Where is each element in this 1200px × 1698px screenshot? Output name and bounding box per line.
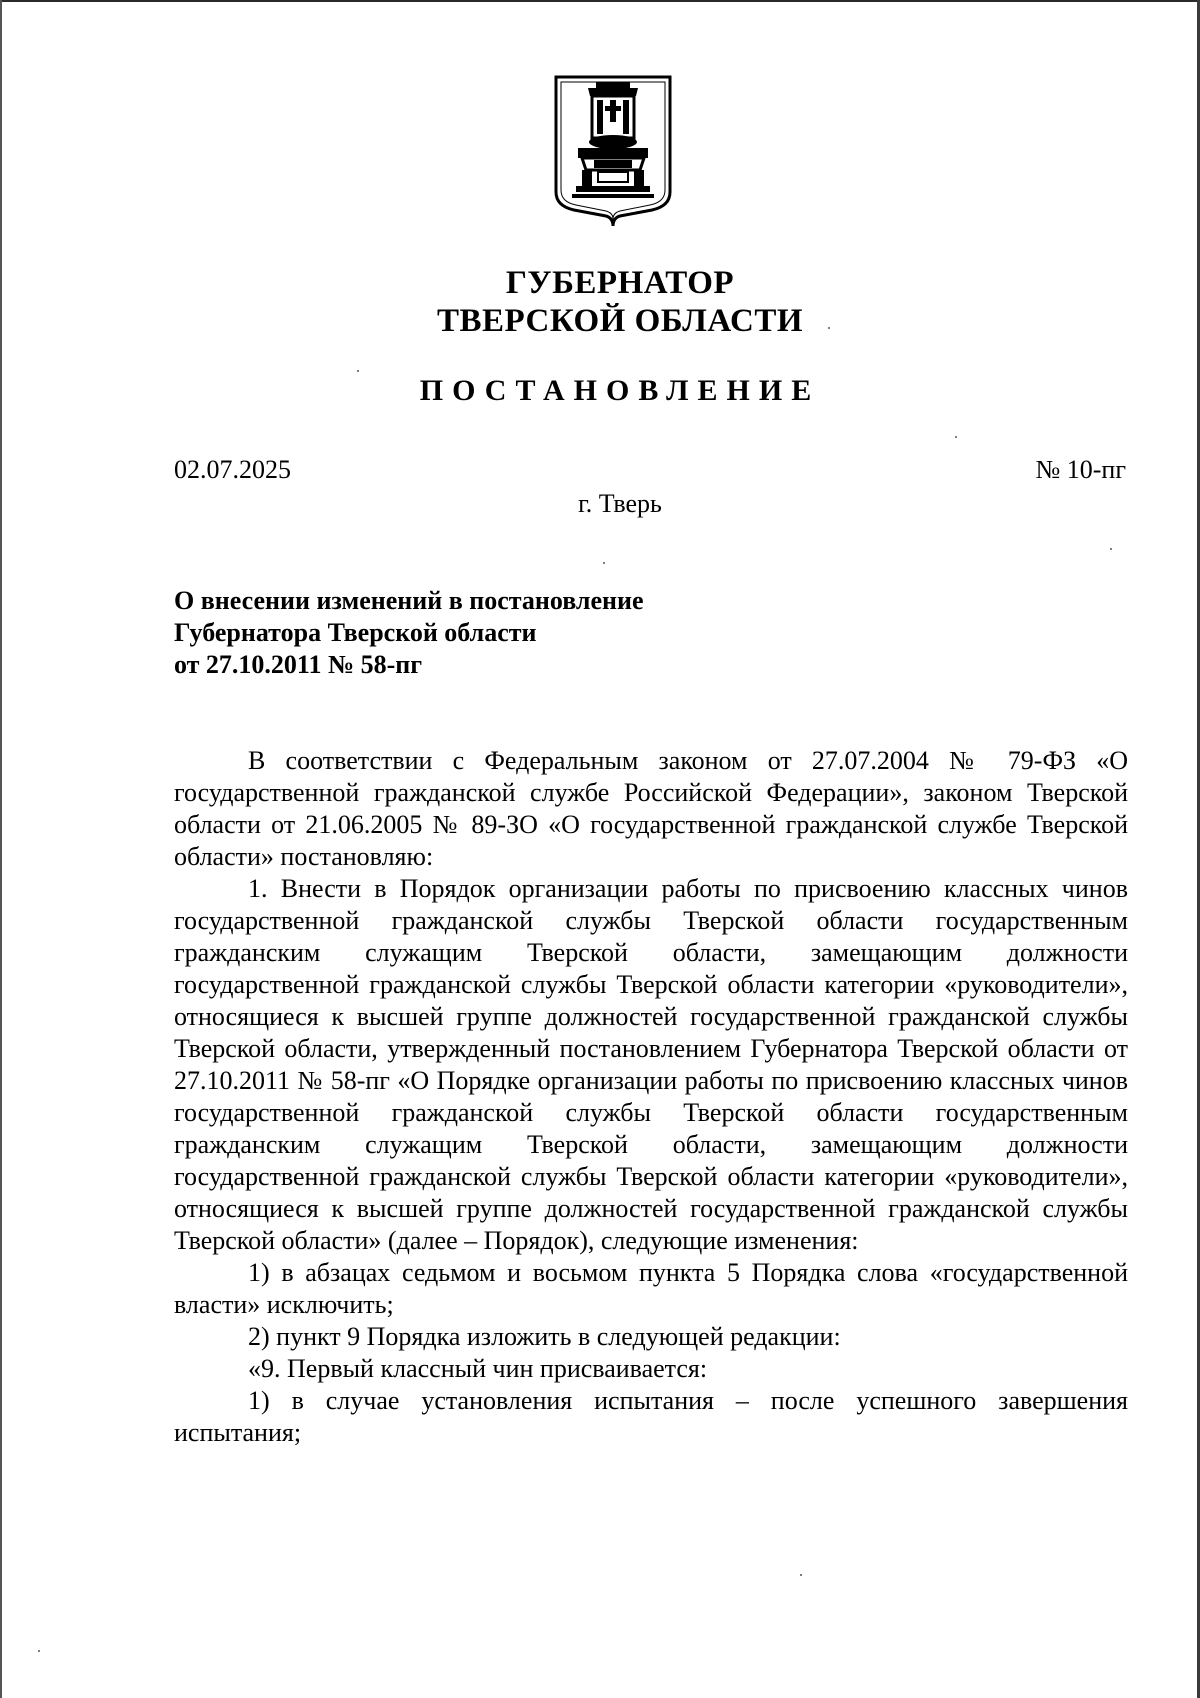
- body-paragraph-item-1: 1. Внести в Порядок организации работы по присвоению классных чинов государственной гражданской службы Тверской области государственным гражданским служащим Тверской области, замещающим должности государственной гражданской службы Тверской области категории «руководители», относящиеся к высшей группе должностей государственной гражданской службы Тверской области, утвержденный постановлением Губернатора Тверской области от 27.10.2011 № 58-пг «О Порядке организации работы по присвоению классных чинов государственной гражданской службы Тверской области государственным гражданским служащим Тверской области, замещающим должности государственной гражданской службы Тверской области категории «руководители», относящиеся к высшей группе должностей государственной гражданской службы Тверской области» (далее – Порядок), следующие изменения:: [174, 874, 1128, 1255]
- subject-line: от 27.10.2011 № 58-пг: [174, 650, 423, 679]
- scan-speck: [828, 327, 830, 329]
- scan-speck: [1110, 548, 1112, 550]
- scan-speck: [955, 436, 957, 438]
- subject-line: О внесении изменений в постановление: [174, 586, 644, 615]
- document-subject: [174, 585, 644, 681]
- scan-speck: [357, 370, 359, 372]
- scan-edge-left: [0, 0, 2, 1698]
- coat-of-arms-icon: [552, 74, 674, 226]
- body-paragraph-quote-9-1: 1) в случае установления испытания – после успешного завершения испытания;: [174, 1386, 1128, 1447]
- document-city: г. Тверь: [578, 489, 662, 518]
- subject-line: Губернатора Тверской области: [174, 618, 537, 647]
- authority-region: ТВЕРСКОЙ ОБЛАСТИ: [436, 303, 804, 339]
- body-paragraph-subitem-1: 1) в абзацах седьмом и восьмом пункта 5 Порядка слова «государственной власти» исключить;: [174, 1258, 1128, 1319]
- scan-edge-top: [0, 0, 1200, 2]
- scan-speck: [603, 562, 605, 564]
- scan-speck: [38, 1650, 40, 1652]
- document-number: № 10-пг: [1035, 455, 1126, 484]
- body-paragraph-preamble: В соответствии с Федеральным законом от 27.07.2004 № 79-ФЗ «О государственной гражданской службе Российской Федерации», законом Тверской области от 21.06.2005 № 89-ЗО «О государственной гражданской службе Тверской области» постановляю:: [174, 746, 1128, 871]
- document-body: [174, 745, 1128, 1449]
- body-paragraph-subitem-2: 2) пункт 9 Порядка изложить в следующей редакции:: [248, 1322, 841, 1351]
- authority-title: ГУБЕРНАТОР: [505, 265, 735, 301]
- body-paragraph-quote-9: «9. Первый классный чин присваивается:: [248, 1354, 708, 1383]
- document-type: ПОСТАНОВЛЕНИЕ: [419, 374, 821, 407]
- scan-speck: [800, 1574, 802, 1576]
- document-date: 02.07.2025: [174, 455, 291, 484]
